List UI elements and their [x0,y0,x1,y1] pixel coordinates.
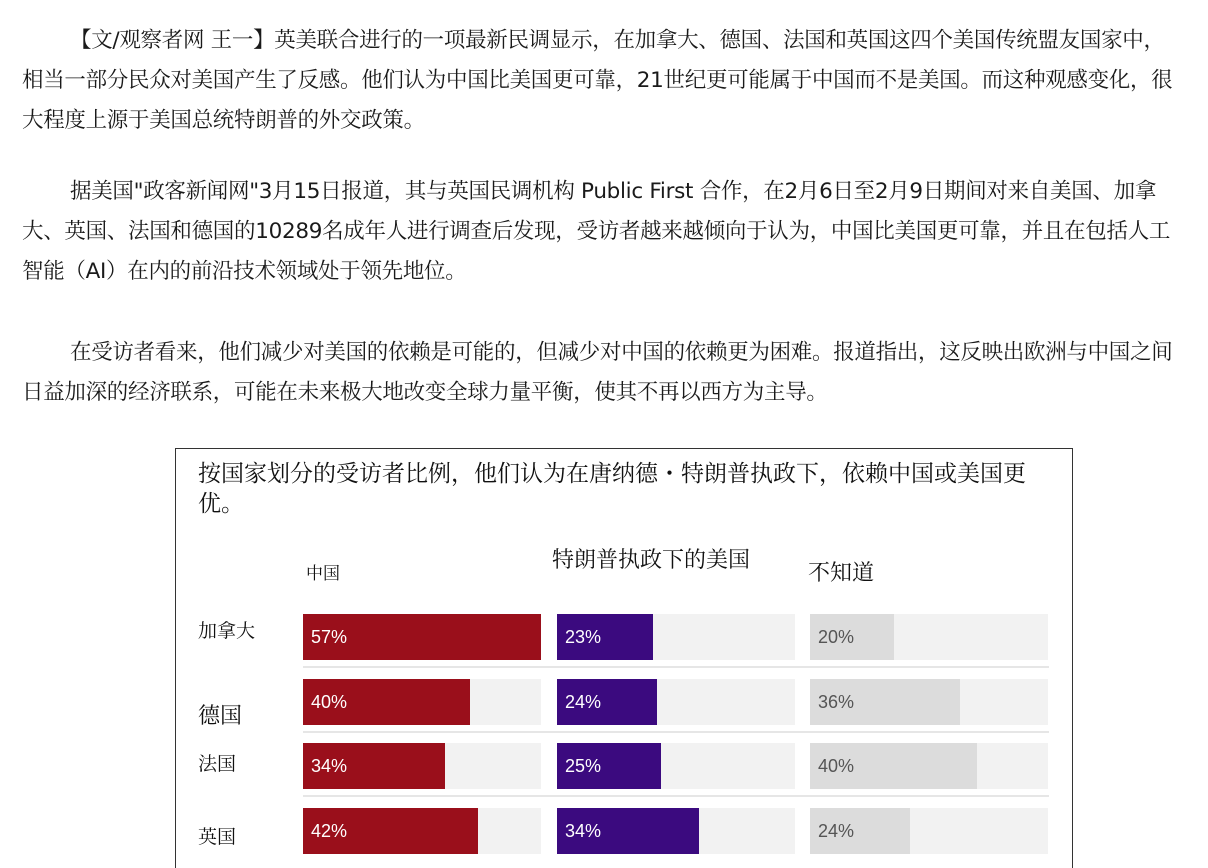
data-label: 42% [311,820,348,841]
data-label: 34% [311,756,348,776]
bar-track [303,808,541,854]
data-label: 34% [565,820,602,841]
article-paragraph-1: 【文/观察者网 王一】英美联合进行的一项最新民调显示，在加拿大、德国、法国和英国这四个美国传统盟友国家中，相当一部分民众对美国产生了反感。他们认为中国比美国更可靠，21世纪更可能属于中国而不是美国。而这种观感变化，很大程度上源于美国总统特朗普的外交政策。 [22,28,1173,133]
bar-track [303,743,541,789]
data-label: 25% [565,756,602,776]
article-paragraph-2: 据美国"政客新闻网"3月15日报道，其与英国民调机构 Public First 合作，在2月6日至2月9日期间对来自美国、加拿大、英国、法国和德国的10289名成年人进行调查后发现，受访者越来越倾向于认为，中国比美国更可靠，并且在包括人工智能（AI）在内的前沿技术领域处于领先地位。 [22,179,1171,284]
data-label: 20% [818,627,855,647]
data-label: 57% [311,627,348,647]
row-divider [303,795,1049,797]
category-label: 加拿大 [198,620,256,642]
chart-title: 按国家划分的受访者比例，他们认为在唐纳德・特朗普执政下，依赖中国或美国更优。 [198,461,1026,517]
row-divider [303,731,1049,733]
bar-track [557,808,795,854]
row-divider [303,666,1049,668]
data-label: 40% [818,756,855,776]
column-header-usa: 特朗普执政下的美国 [552,548,751,573]
bar-track [810,679,1048,725]
bar-track [810,743,1048,789]
data-label: 40% [311,691,348,712]
data-label: 24% [818,820,855,841]
category-label: 英国 [198,825,237,848]
data-label: 24% [565,691,602,712]
column-header-china: 中国 [306,564,340,584]
category-label: 德国 [198,703,243,729]
bar-track [303,614,541,660]
category-label: 法国 [198,753,237,775]
bar-track [810,614,1048,660]
bar-track [810,808,1048,854]
bar-track [557,679,795,725]
column-header-dont-know: 不知道 [808,561,875,586]
bar-track [557,743,795,789]
poll-chart [175,448,1073,868]
data-label: 36% [818,691,855,712]
data-label: 23% [565,627,602,647]
bar-track [557,614,795,660]
article-paragraph-3: 在受访者看来，他们减少对美国的依赖是可能的，但减少对中国的依赖更为困难。报道指出，这反映出欧洲与中国之间日益加深的经济联系，可能在未来极大地改变全球力量平衡，使其不再以西方为主导。 [22,340,1173,405]
bar-track [303,679,541,725]
